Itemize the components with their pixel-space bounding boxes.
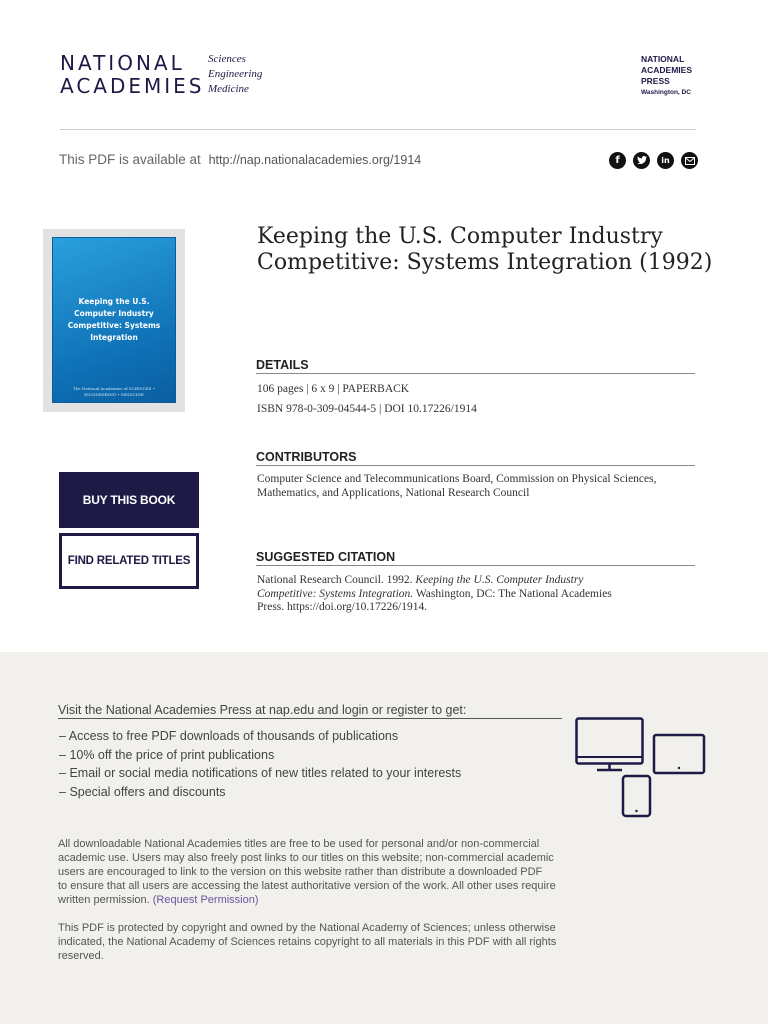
visit-nap-text: Visit the National Academies Press at nap.edu and login or register to get: [58,703,562,719]
citation-line-3: Press. https://doi.org/10.17226/1914. [257,601,428,613]
social-share-bar [609,152,698,169]
logo-line-2: ACADEMIES [60,74,205,98]
legal-line: written permission. [58,894,153,906]
pdf-available-label: This PDF is available at [59,152,201,167]
pdf-url-link[interactable]: http://nap.nationalacademies.org/1914 [208,153,422,167]
copyright-line: indicated, the National Academy of Sciences retains copyright to all materials in this PDF with all rights [58,936,557,948]
facebook-icon[interactable]: f [609,152,626,169]
details-line-2: ISBN 978-0-309-04544-5 | DOI 10.17226/1914 [257,402,477,415]
contributors-heading: CONTRIBUTORS [256,450,695,466]
benefit-item: – Access to free PDF downloads of thousands of publications [59,727,461,746]
find-related-titles-button[interactable]: FIND RELATED TITLES [59,533,199,589]
nap-press-logo [641,54,692,98]
press-line-1: NATIONAL [640,54,685,64]
legal-line: to ensure that all users are accessing the latest authoritative version of the work. All other uses require [58,880,556,892]
benefit-item: – 10% off the price of print publications [59,746,461,765]
contributors-line-1: Computer Science and Telecommunications Board, Commission on Physical Sciences, [257,473,657,485]
book-cover[interactable] [52,237,176,403]
legal-line: academic use. Users may also freely post links to our titles on this website; non-commercial academic [58,852,554,864]
cover-footer: The National Academies of SCIENCES • ENGINEERING • MEDICINE [72,386,156,397]
request-permission-link[interactable]: (Request Permission) [152,894,259,906]
contributors-text [257,473,657,500]
linkedin-icon[interactable]: in [657,152,674,169]
benefits-list [59,727,461,801]
legal-usage-text [58,837,563,907]
devices-icon [575,717,707,819]
press-line-2: ACADEMIES [640,65,692,75]
legal-line: All downloadable National Academies titles are free to be used for personal and/or non-commercial [58,838,540,850]
citation-italic-1: Keeping the U.S. Computer Industry [415,574,584,586]
logo-line-1: NATIONAL [60,51,185,75]
pdf-availability [59,152,421,167]
press-line-3: PRESS [640,76,670,86]
header-divider [60,129,696,130]
benefit-item: – Email or social media notifications of new titles related to your interests [59,764,461,783]
email-icon[interactable] [681,152,698,169]
logo-sub-medicine: Medicine [208,83,249,95]
contributors-line-2: Mathematics, and Applications, National Research Council [257,486,530,499]
book-title: Keeping the U.S. Computer Industry Competitive: Systems Integration (1992) [257,224,713,275]
logo-sub-engineering: Engineering [208,68,263,80]
cover-title: Keeping the U.S. Computer Industry Competitive: Systems Integration [67,297,161,342]
legal-line: users are encouraged to link to the version on this website rather than distribute a downloaded PDF [58,866,543,878]
twitter-icon[interactable] [633,152,650,169]
press-location: Washington, DC [640,89,691,96]
details-heading: DETAILS [256,358,695,374]
citation-heading: SUGGESTED CITATION [256,550,695,566]
logo-subtitle [208,52,262,97]
details-text [257,383,477,416]
logo-sub-sciences: Sciences [208,53,246,65]
citation-text [257,574,612,615]
citation-suffix: Washington, DC: The National Academies [413,587,612,600]
footer-panel [0,652,768,1024]
national-academies-logo [60,51,263,98]
benefit-item: – Special offers and discounts [59,783,461,802]
book-cover-frame [43,229,185,412]
buy-this-book-button[interactable]: BUY THIS BOOK [59,472,199,528]
copyright-line: This PDF is protected by copyright and owned by the National Academy of Sciences; unless otherwise [58,922,556,934]
details-line-1: 106 pages | 6 x 9 | PAPERBACK [257,383,410,395]
copyright-line: reserved. [58,950,104,962]
legal-copyright-text [58,921,563,963]
citation-italic-2: Competitive: Systems Integration. [257,587,414,600]
citation-prefix: National Research Council. 1992. [257,574,416,586]
